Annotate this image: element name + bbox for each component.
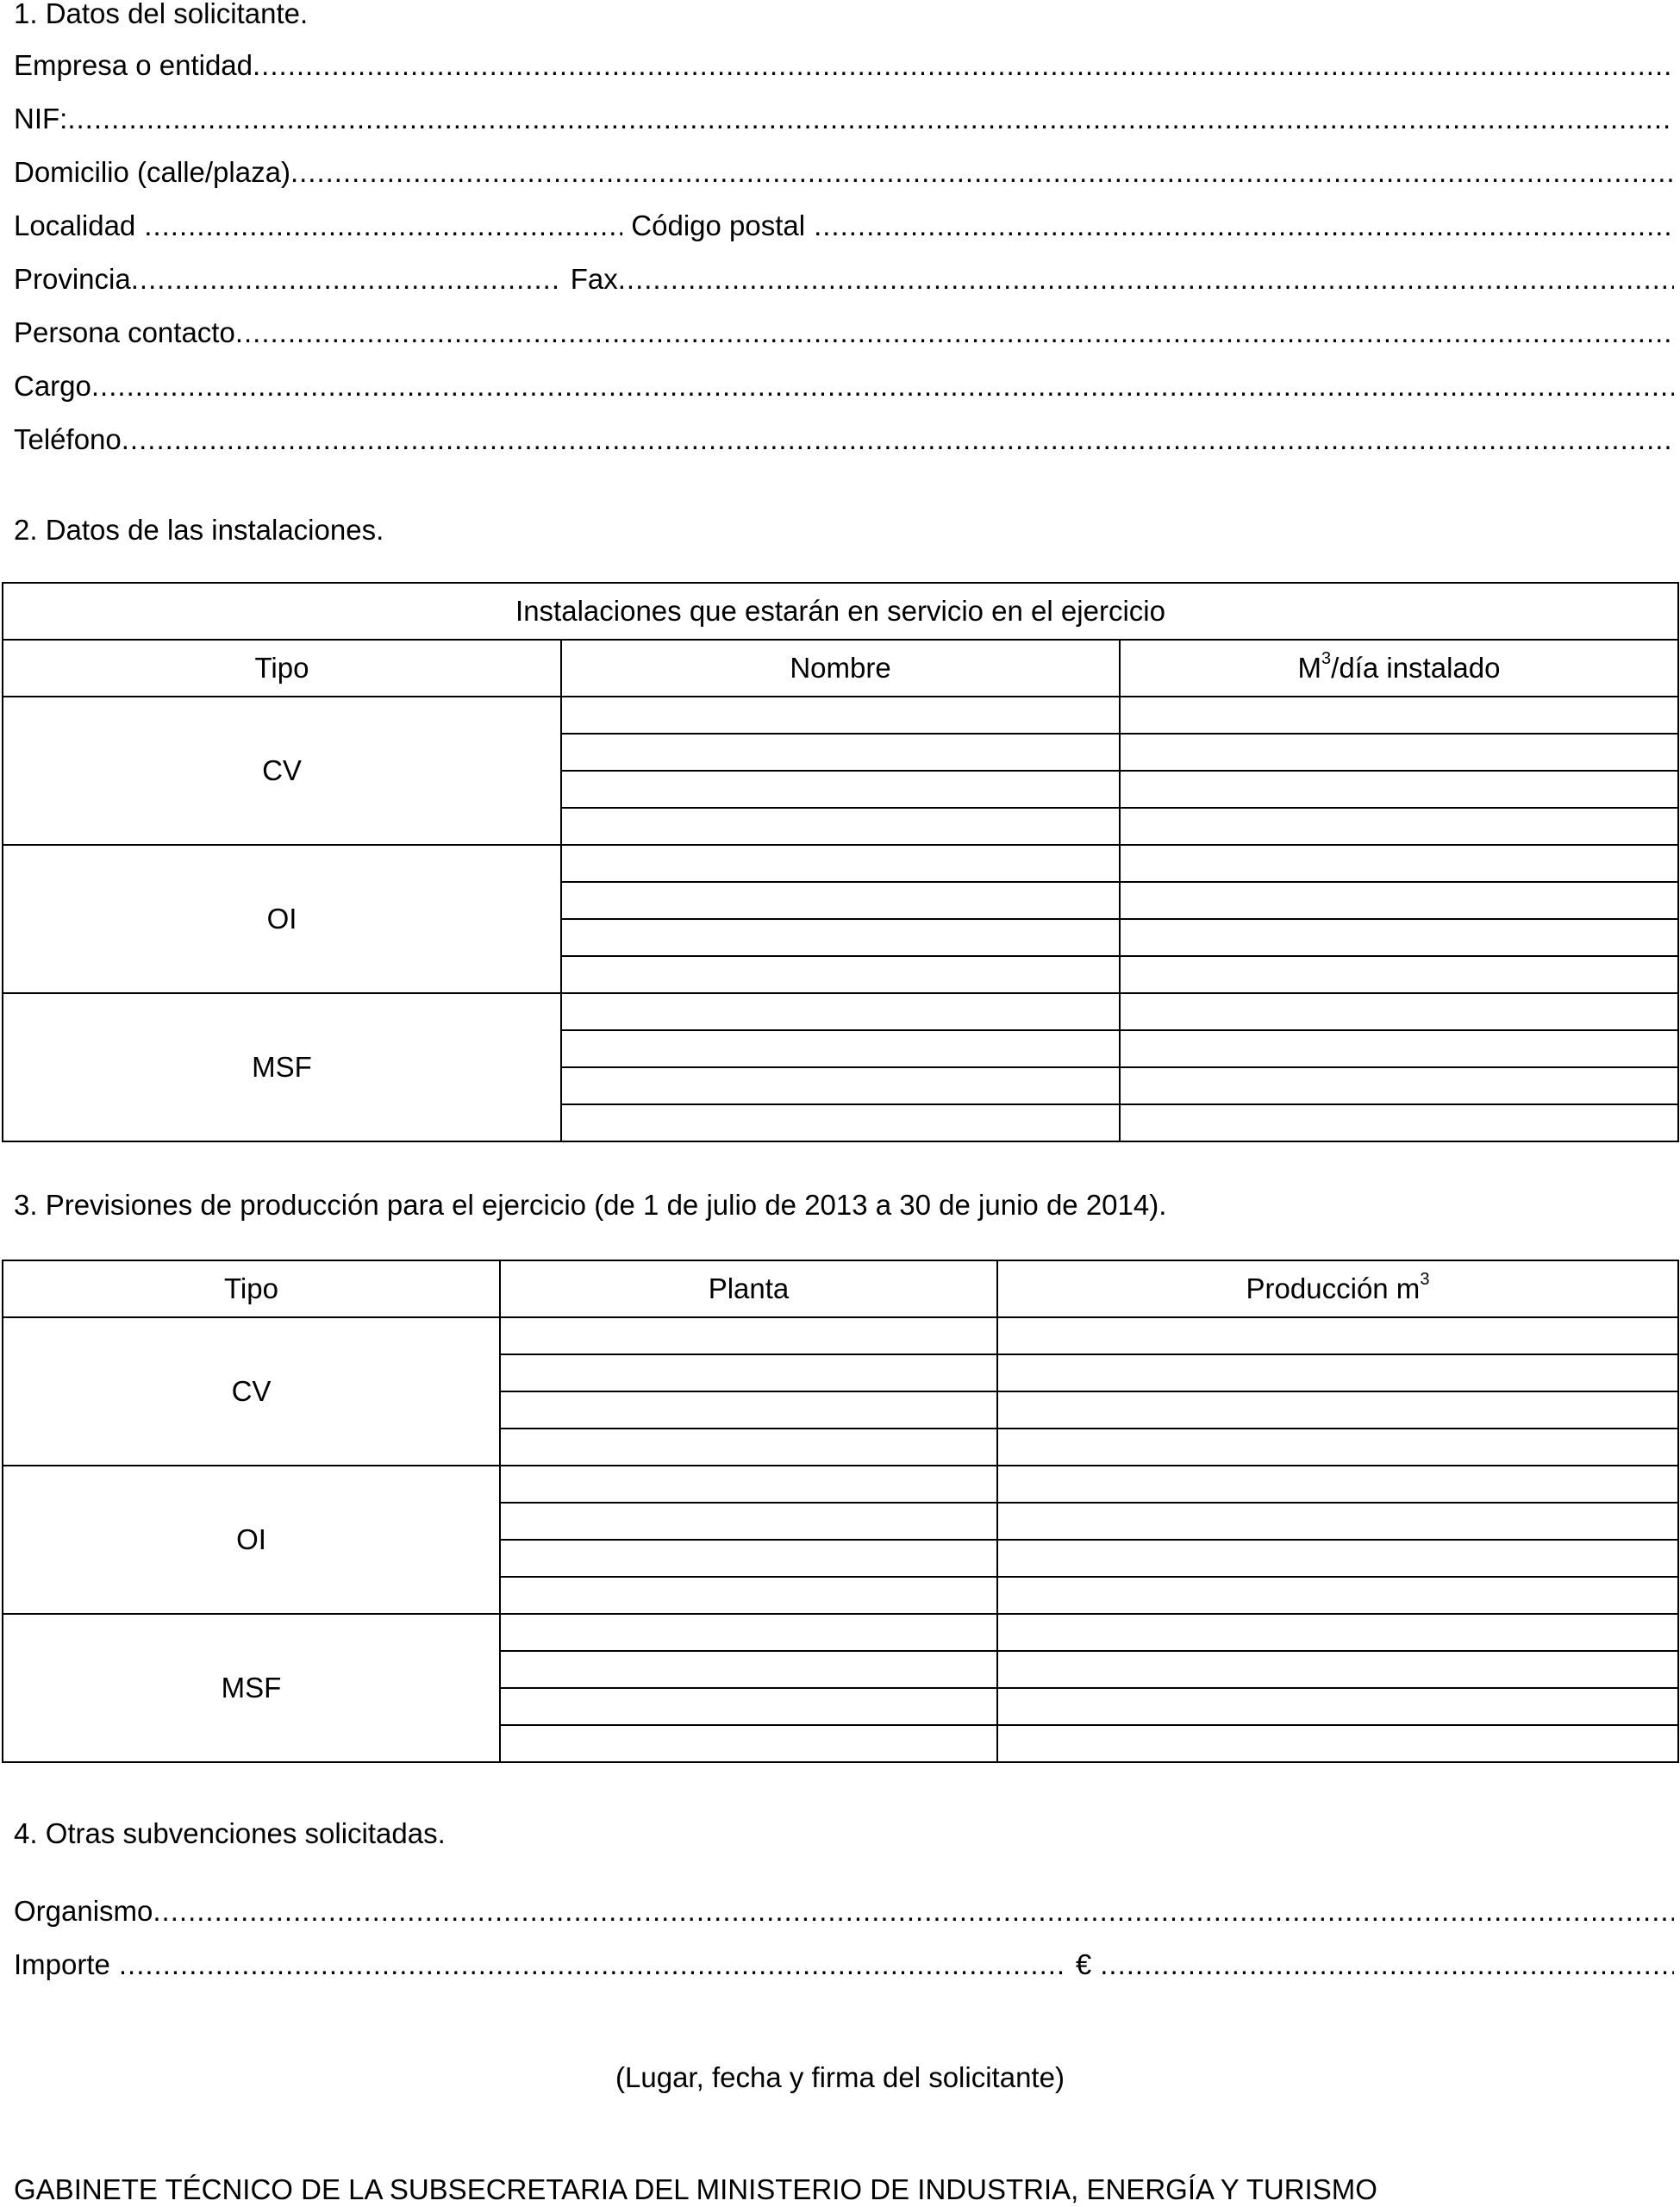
type-cv: CV xyxy=(3,697,561,845)
m3-cell[interactable] xyxy=(1120,993,1678,1030)
planta-cell[interactable] xyxy=(500,1651,997,1688)
planta-cell[interactable] xyxy=(500,1688,997,1725)
planta-cell[interactable] xyxy=(500,1466,997,1503)
header-produccion: Producción $m^3$ xyxy=(997,1260,1678,1317)
currency-symbol: € xyxy=(1075,1948,1092,1980)
planta-cell[interactable] xyxy=(500,1429,997,1466)
planta-cell[interactable] xyxy=(500,1391,997,1429)
nombre-cell[interactable] xyxy=(561,1104,1120,1141)
importe-row[interactable] xyxy=(14,1948,1674,1982)
planta-cell[interactable] xyxy=(500,1540,997,1577)
empresa-field[interactable] xyxy=(14,48,1674,83)
importe-field[interactable] xyxy=(119,1948,1067,1982)
m3-cell[interactable] xyxy=(1120,919,1678,956)
localidad-label: Localidad xyxy=(14,209,136,241)
produccion-cell[interactable] xyxy=(997,1466,1678,1503)
provincia-field[interactable] xyxy=(131,262,562,297)
section1-title: 1. Datos del solicitante. xyxy=(14,0,309,29)
provincia-fax-row[interactable] xyxy=(14,262,1674,297)
codigo-postal-field[interactable] xyxy=(814,209,1674,243)
nombre-cell[interactable] xyxy=(561,919,1120,956)
m3-cell[interactable] xyxy=(1120,882,1678,919)
nif-field[interactable] xyxy=(14,102,1674,136)
produccion-cell[interactable] xyxy=(997,1688,1678,1725)
empresa-label: Empresa o entidad xyxy=(14,49,253,81)
nombre-cell[interactable] xyxy=(561,882,1120,919)
persona-contacto-field[interactable] xyxy=(14,316,1674,350)
produccion-cell[interactable] xyxy=(997,1317,1678,1354)
section2-title: 2. Datos de las instalaciones. xyxy=(14,514,384,546)
produccion-cell[interactable] xyxy=(997,1429,1678,1466)
planta-cell[interactable] xyxy=(500,1317,997,1354)
header-nombre: Nombre xyxy=(561,640,1120,697)
localidad-field[interactable] xyxy=(144,209,622,243)
m3-cell[interactable] xyxy=(1120,956,1678,993)
nombre-cell[interactable] xyxy=(561,771,1120,808)
telefono-label: Teléfono xyxy=(14,423,122,455)
produccion-cell[interactable] xyxy=(997,1391,1678,1429)
localidad-cp-row[interactable] xyxy=(14,209,1674,243)
persona-contacto-label: Persona contacto xyxy=(14,316,235,348)
organismo-label: Organismo xyxy=(14,1895,153,1927)
nombre-cell[interactable] xyxy=(561,956,1120,993)
section3-title: 3. Previsiones de producción para el ejercicio (de 1 de julio de 2013 a 30 de junio de 2014). xyxy=(14,1189,1167,1221)
fax-label: Fax xyxy=(570,263,618,295)
planta-cell[interactable] xyxy=(500,1614,997,1651)
m3-cell[interactable] xyxy=(1120,771,1678,808)
importe-label: Importe xyxy=(14,1948,110,1980)
produccion-cell[interactable] xyxy=(997,1577,1678,1614)
m3-cell[interactable] xyxy=(1120,1104,1678,1141)
nombre-cell[interactable] xyxy=(561,845,1120,882)
type-oi: OI xyxy=(3,845,561,993)
signature-line: (Lugar, fecha y firma del solicitante) xyxy=(615,2061,1065,2093)
planta-cell[interactable] xyxy=(500,1725,997,1762)
codigo-postal-label: Código postal xyxy=(631,209,806,241)
header-planta: Planta xyxy=(500,1260,997,1317)
produccion-cell[interactable] xyxy=(997,1651,1678,1688)
produccion-cell[interactable] xyxy=(997,1725,1678,1762)
nif-label: NIF: xyxy=(14,103,68,134)
planta-cell[interactable] xyxy=(500,1354,997,1391)
planta-cell[interactable] xyxy=(500,1503,997,1540)
header-m3-dia: $M^3$/día instalado xyxy=(1120,640,1678,697)
cargo-label: Cargo xyxy=(14,370,91,402)
fax-field[interactable] xyxy=(618,262,1674,297)
m3-cell[interactable] xyxy=(1120,1067,1678,1104)
produccion-cell[interactable] xyxy=(997,1614,1678,1651)
section4-title: 4. Otras subvenciones solicitadas. xyxy=(14,1817,446,1849)
nombre-cell[interactable] xyxy=(561,808,1120,845)
nombre-cell[interactable] xyxy=(561,697,1120,734)
m3-cell[interactable] xyxy=(1120,808,1678,845)
planta-cell[interactable] xyxy=(500,1577,997,1614)
organismo-field[interactable] xyxy=(14,1894,1674,1929)
nombre-cell[interactable] xyxy=(561,734,1120,771)
header-tipo: Tipo xyxy=(3,1260,500,1317)
type-cv: CV xyxy=(3,1317,500,1466)
footer-issuer: GABINETE TÉCNICO DE LA SUBSECRETARIA DEL MINISTERIO DE INDUSTRIA, ENERGÍA Y TURISMO xyxy=(14,2173,1377,2205)
telefono-field[interactable] xyxy=(14,422,1674,457)
importe-extra-field[interactable] xyxy=(1100,1948,1674,1982)
type-oi: OI xyxy=(3,1466,500,1614)
cargo-field[interactable] xyxy=(14,369,1674,403)
installations-table xyxy=(2,582,1679,1142)
produccion-cell[interactable] xyxy=(997,1503,1678,1540)
header-tipo: Tipo xyxy=(3,640,561,697)
installations-table-title: Instalaciones que estarán en servicio en el ejercicio xyxy=(3,583,1678,640)
produccion-cell[interactable] xyxy=(997,1354,1678,1391)
m3-cell[interactable] xyxy=(1120,845,1678,882)
nombre-cell[interactable] xyxy=(561,1030,1120,1067)
m3-cell[interactable] xyxy=(1120,697,1678,734)
produccion-cell[interactable] xyxy=(997,1540,1678,1577)
production-table xyxy=(2,1260,1679,1763)
domicilio-label: Domicilio (calle/plaza) xyxy=(14,156,290,188)
nombre-cell[interactable] xyxy=(561,1067,1120,1104)
domicilio-field[interactable] xyxy=(14,155,1674,190)
nombre-cell[interactable] xyxy=(561,993,1120,1030)
m3-cell[interactable] xyxy=(1120,1030,1678,1067)
provincia-label: Provincia xyxy=(14,263,131,295)
m3-cell[interactable] xyxy=(1120,734,1678,771)
type-msf: MSF xyxy=(3,1614,500,1762)
type-msf: MSF xyxy=(3,993,561,1141)
